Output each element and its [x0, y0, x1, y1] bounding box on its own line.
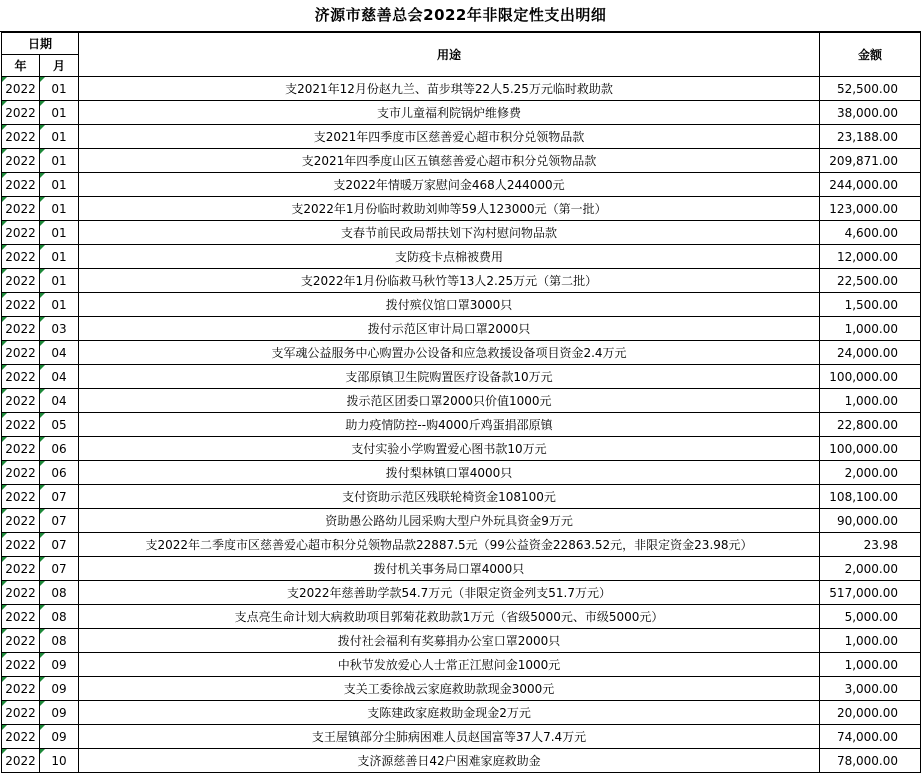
purpose-cell[interactable]: 拨付梨林镇口罩4000只 [79, 461, 820, 485]
year-cell[interactable]: 2022 [2, 365, 40, 389]
table-row [2, 317, 921, 341]
purpose-cell[interactable]: 助力疫情防控--购4000斤鸡蛋捐邵原镇 [79, 413, 820, 437]
table-row [2, 125, 921, 149]
table-row [2, 197, 921, 221]
table-row [2, 725, 921, 749]
month-cell[interactable]: 01 [40, 293, 79, 317]
purpose-cell[interactable]: 支2022年1月份临时救助刘帅等59人123000元（第一批） [79, 197, 820, 221]
table-row [2, 605, 921, 629]
year-cell[interactable]: 2022 [2, 269, 40, 293]
purpose-cell[interactable]: 中秋节发放爱心人士常正江慰问金1000元 [79, 653, 820, 677]
amount-cell[interactable]: 20,000.00 [820, 701, 921, 725]
expense-table [1, 32, 921, 773]
month-cell[interactable]: 01 [40, 101, 79, 125]
year-cell[interactable]: 2022 [2, 485, 40, 509]
purpose-cell[interactable]: 拨付机关事务局口罩4000只 [79, 557, 820, 581]
month-cell[interactable]: 07 [40, 509, 79, 533]
purpose-cell[interactable]: 支付实验小学购置爱心图书款10万元 [79, 437, 820, 461]
table-row [2, 101, 921, 125]
year-cell[interactable]: 2022 [2, 509, 40, 533]
purpose-cell[interactable]: 支2022年情暖万家慰问金468人244000元 [79, 173, 820, 197]
amount-cell[interactable]: 24,000.00 [820, 341, 921, 365]
amount-cell[interactable]: 1,500.00 [820, 293, 921, 317]
month-cell[interactable]: 06 [40, 461, 79, 485]
table-row [2, 269, 921, 293]
month-cell[interactable]: 09 [40, 701, 79, 725]
purpose-cell[interactable]: 支2021年四季度市区慈善爱心超市积分兑领物品款 [79, 125, 820, 149]
table-row [2, 437, 921, 461]
amount-cell[interactable]: 52,500.00 [820, 77, 921, 101]
purpose-cell[interactable]: 支2021年四季度山区五镇慈善爱心超市积分兑领物品款 [79, 149, 820, 173]
table-row [2, 365, 921, 389]
header-date[interactable]: 日期 [2, 33, 79, 55]
table-row [2, 533, 921, 557]
month-cell[interactable]: 10 [40, 749, 79, 773]
month-cell[interactable]: 01 [40, 149, 79, 173]
table-row [2, 173, 921, 197]
purpose-cell[interactable]: 拨示范区团委口罩2000只价值1000元 [79, 389, 820, 413]
amount-cell[interactable]: 108,100.00 [820, 485, 921, 509]
year-cell[interactable]: 2022 [2, 581, 40, 605]
purpose-cell[interactable]: 支2022年二季度市区慈善爱心超市积分兑领物品款22887.5元（99公益资金22863.52元，非限定资金23.98元） [79, 533, 820, 557]
table-row [2, 653, 921, 677]
amount-cell[interactable]: 1,000.00 [820, 653, 921, 677]
year-cell[interactable]: 2022 [2, 413, 40, 437]
year-cell[interactable]: 2022 [2, 125, 40, 149]
year-cell[interactable]: 2022 [2, 77, 40, 101]
amount-cell[interactable]: 1,000.00 [820, 389, 921, 413]
amount-cell[interactable]: 244,000.00 [820, 173, 921, 197]
amount-cell[interactable]: 123,000.00 [820, 197, 921, 221]
amount-cell[interactable]: 12,000.00 [820, 245, 921, 269]
purpose-cell[interactable]: 支军魂公益服务中心购置办公设备和应急救援设备项目资金2.4万元 [79, 341, 820, 365]
purpose-cell[interactable]: 资助愚公路幼儿园采购大型户外玩具资金9万元 [79, 509, 820, 533]
year-cell[interactable]: 2022 [2, 677, 40, 701]
table-row [2, 293, 921, 317]
amount-cell[interactable]: 22,800.00 [820, 413, 921, 437]
amount-cell[interactable]: 2,000.00 [820, 557, 921, 581]
table-row [2, 389, 921, 413]
year-cell[interactable]: 2022 [2, 557, 40, 581]
table-row [2, 221, 921, 245]
month-cell[interactable]: 01 [40, 221, 79, 245]
purpose-cell[interactable]: 拨付殡仪馆口罩3000只 [79, 293, 820, 317]
table-row [2, 509, 921, 533]
year-cell[interactable]: 2022 [2, 293, 40, 317]
month-cell[interactable]: 08 [40, 629, 79, 653]
month-cell[interactable]: 01 [40, 245, 79, 269]
header-amount[interactable]: 金额 [820, 33, 921, 77]
year-cell[interactable]: 2022 [2, 149, 40, 173]
amount-cell[interactable]: 23.98 [820, 533, 921, 557]
amount-cell[interactable]: 209,871.00 [820, 149, 921, 173]
amount-cell[interactable]: 100,000.00 [820, 365, 921, 389]
month-cell[interactable]: 07 [40, 485, 79, 509]
year-cell[interactable]: 2022 [2, 221, 40, 245]
purpose-cell[interactable]: 支点亮生命计划大病救助项目郭菊花救助款1万元（省级5000元、市级5000元） [79, 605, 820, 629]
month-cell[interactable]: 01 [40, 77, 79, 101]
year-cell[interactable]: 2022 [2, 533, 40, 557]
year-cell[interactable]: 2022 [2, 173, 40, 197]
amount-cell[interactable]: 1,000.00 [820, 317, 921, 341]
month-cell[interactable]: 08 [40, 605, 79, 629]
purpose-cell[interactable]: 拨付社会福利有奖募捐办公室口罩2000只 [79, 629, 820, 653]
month-cell[interactable]: 09 [40, 653, 79, 677]
purpose-cell[interactable]: 拨付示范区审计局口罩2000只 [79, 317, 820, 341]
purpose-cell[interactable]: 支付资助示范区残联轮椅资金108100元 [79, 485, 820, 509]
table-row [2, 245, 921, 269]
month-cell[interactable]: 01 [40, 269, 79, 293]
header-year[interactable]: 年 [2, 55, 40, 77]
purpose-cell[interactable]: 支关工委徐战云家庭救助款现金3000元 [79, 677, 820, 701]
amount-cell[interactable]: 100,000.00 [820, 437, 921, 461]
purpose-cell[interactable]: 支2021年12月份赵九兰、苗步琪等22人5.25万元临时救助款 [79, 77, 820, 101]
month-cell[interactable]: 01 [40, 173, 79, 197]
purpose-cell[interactable]: 支2022年慈善助学款54.7万元（非限定资金列支51.7万元） [79, 581, 820, 605]
month-cell[interactable]: 09 [40, 677, 79, 701]
amount-cell[interactable]: 4,600.00 [820, 221, 921, 245]
month-cell[interactable]: 01 [40, 197, 79, 221]
header-month[interactable]: 月 [40, 55, 79, 77]
year-cell[interactable]: 2022 [2, 245, 40, 269]
amount-cell[interactable]: 1,000.00 [820, 629, 921, 653]
purpose-cell[interactable]: 支王屋镇部分尘肺病困难人员赵国富等37人7.4万元 [79, 725, 820, 749]
month-cell[interactable]: 06 [40, 437, 79, 461]
month-cell[interactable]: 04 [40, 365, 79, 389]
amount-cell[interactable]: 22,500.00 [820, 269, 921, 293]
header-purpose[interactable]: 用途 [79, 33, 820, 77]
month-cell[interactable]: 03 [40, 317, 79, 341]
year-cell[interactable]: 2022 [2, 653, 40, 677]
table-row [2, 77, 921, 101]
year-cell[interactable]: 2022 [2, 101, 40, 125]
amount-cell[interactable]: 78,000.00 [820, 749, 921, 773]
table-row [2, 629, 921, 653]
year-cell[interactable]: 2022 [2, 461, 40, 485]
amount-cell[interactable]: 3,000.00 [820, 677, 921, 701]
amount-cell[interactable]: 38,000.00 [820, 101, 921, 125]
table-row [2, 581, 921, 605]
purpose-cell[interactable]: 支防疫卡点棉被费用 [79, 245, 820, 269]
month-cell[interactable]: 07 [40, 557, 79, 581]
year-cell[interactable]: 2022 [2, 197, 40, 221]
amount-cell[interactable]: 5,000.00 [820, 605, 921, 629]
purpose-cell[interactable]: 支春节前民政局帮扶划下沟村慰问物品款 [79, 221, 820, 245]
year-cell[interactable]: 2022 [2, 749, 40, 773]
purpose-cell[interactable]: 支邵原镇卫生院购置医疗设备款10万元 [79, 365, 820, 389]
month-cell[interactable]: 04 [40, 341, 79, 365]
table-row [2, 341, 921, 365]
table-row [2, 749, 921, 773]
month-cell[interactable]: 09 [40, 725, 79, 749]
purpose-cell[interactable]: 支2022年1月份临救马秋竹等13人2.25万元（第二批） [79, 269, 820, 293]
table-row [2, 557, 921, 581]
year-cell[interactable]: 2022 [2, 701, 40, 725]
year-cell[interactable]: 2022 [2, 629, 40, 653]
amount-cell[interactable]: 90,000.00 [820, 509, 921, 533]
amount-cell[interactable]: 23,188.00 [820, 125, 921, 149]
year-cell[interactable]: 2022 [2, 725, 40, 749]
month-cell[interactable]: 05 [40, 413, 79, 437]
table-row [2, 485, 921, 509]
amount-cell[interactable]: 517,000.00 [820, 581, 921, 605]
month-cell[interactable]: 01 [40, 125, 79, 149]
year-cell[interactable]: 2022 [2, 389, 40, 413]
year-cell[interactable]: 2022 [2, 341, 40, 365]
table-row [2, 701, 921, 725]
purpose-cell[interactable]: 支陈建政家庭救助金现金2万元 [79, 701, 820, 725]
year-cell[interactable]: 2022 [2, 437, 40, 461]
month-cell[interactable]: 08 [40, 581, 79, 605]
table-row [2, 461, 921, 485]
purpose-cell[interactable]: 支市儿童福利院锅炉维修费 [79, 101, 820, 125]
table-row [2, 149, 921, 173]
amount-cell[interactable]: 74,000.00 [820, 725, 921, 749]
month-cell[interactable]: 07 [40, 533, 79, 557]
table-row [2, 677, 921, 701]
month-cell[interactable]: 04 [40, 389, 79, 413]
amount-cell[interactable]: 2,000.00 [820, 461, 921, 485]
table-row [2, 413, 921, 437]
sheet-title: 济源市慈善总会2022年非限定性支出明细 [0, 0, 921, 32]
purpose-cell[interactable]: 支济源慈善日42户困难家庭救助金 [79, 749, 820, 773]
year-cell[interactable]: 2022 [2, 605, 40, 629]
year-cell[interactable]: 2022 [2, 317, 40, 341]
